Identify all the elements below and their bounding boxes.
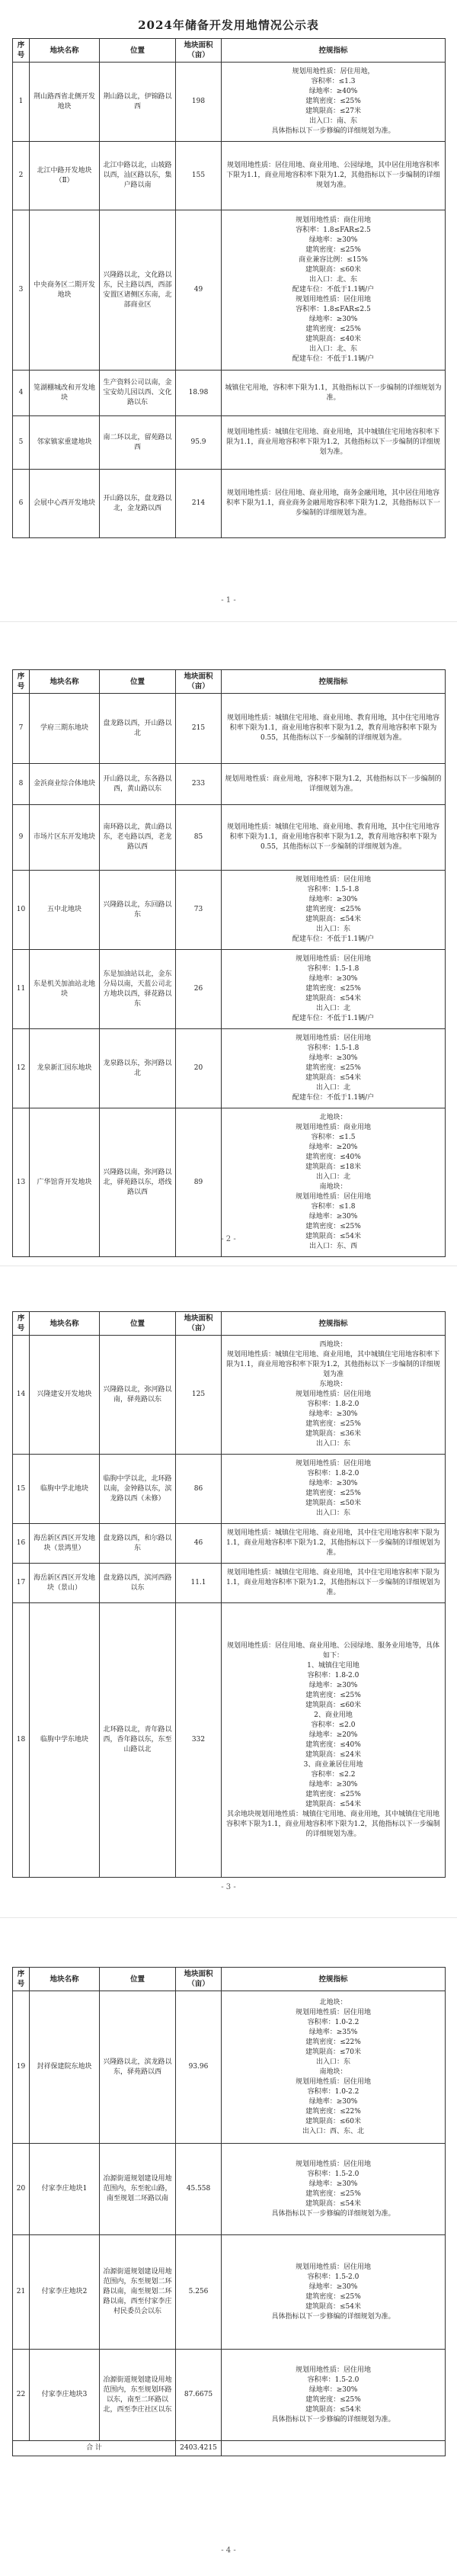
header-indicators: 控规指标	[222, 670, 446, 694]
table-row	[13, 416, 446, 470]
table-row	[13, 1336, 446, 1455]
row-index: 5	[13, 416, 30, 470]
row-name: 付家李庄地块1	[30, 2144, 100, 2235]
header-location: 位置	[100, 1312, 176, 1336]
page-number: - 3 -	[221, 1883, 236, 1891]
row-area: 332	[176, 1603, 222, 1878]
row-area: 46	[176, 1524, 222, 1564]
row-indicators: 规划用地性质：居住用地 容积率：1.8-2.0 绿地率：≥30% 建筑密度：≤25% 建筑限高：≤50米 出入口：东	[222, 1455, 446, 1524]
row-area: 26	[176, 950, 222, 1029]
row-location: 南环路以北，黄山路以东，老屯路以西，老龙路以西	[100, 805, 176, 871]
header-indicators: 控规指标	[222, 39, 446, 63]
total-label: 合 计	[13, 2441, 176, 2456]
row-indicators: 西地块： 规划用地性质：城镇住宅用地、商业用地，其中城镇住宅用地容积率下限为1.1，商业用地容积率下限为1.2，其他指标以下一步编制的详细规划为准 东地块： 规划用地性质：居住用地 容积率：1.8-2.0 绿地率：≥30% 建筑密度：≤25% 建筑限高：≤36米 出入口：东	[222, 1336, 446, 1455]
table-header-row	[13, 39, 446, 63]
header-area: 地块面积（亩）	[176, 1312, 222, 1336]
row-area: 155	[176, 142, 222, 210]
row-name: 付家李庄地块2	[30, 2235, 100, 2350]
header-indicators: 控规指标	[222, 1312, 446, 1336]
row-index: 16	[13, 1524, 30, 1564]
row-indicators: 规划用地性质：居住用地、商业用地、公园绿地、服务业用地等，具体如下： 1、城镇住宅用地 容积率：1.8-2.0 绿地率：≥30% 建筑密度：≤25% 建筑限高：≤60米 2、商业用地 容积率：≤2.0 绿地率：≥20% 建筑密度：≤40% 建筑限高：≤24米 3、商业兼居住用地 容积率：≤2.2 绿地率：≥30% 建筑密度：≤25% 建筑限高：≤54米 其余地块规划用地性质：城镇住宅用地、商业用地，其中城镇住宅用地容积率下限为1.1，商业用地容积率下限为1.2，其他指标以下一步编制的详细规划为准。	[222, 1603, 446, 1878]
row-location: 开山路以北，东各路以西，黄山路以东	[100, 764, 176, 805]
row-index: 14	[13, 1336, 30, 1455]
table-row	[13, 63, 446, 142]
table-row	[13, 764, 446, 805]
row-area: 85	[176, 805, 222, 871]
header-location: 位置	[100, 39, 176, 63]
header-area: 地块面积（亩）	[176, 39, 222, 63]
table-row	[13, 2350, 446, 2441]
table-header-row	[13, 670, 446, 694]
row-index: 6	[13, 470, 30, 538]
row-location: 兴隆路以北，文化路以东，民主路以西，西部安置区诸侧区东南，北部商业区	[100, 210, 176, 371]
row-name: 临朐中学东地块	[30, 1603, 100, 1878]
table-row	[13, 1564, 446, 1603]
header-area: 地块面积（亩）	[176, 1968, 222, 1991]
row-location: 开山路以东，盘龙路以北，金龙路以西	[100, 470, 176, 538]
table-row	[13, 1524, 446, 1564]
row-index: 4	[13, 371, 30, 416]
row-area: 198	[176, 63, 222, 142]
row-location: 盘龙路以西，和尔路以东	[100, 1524, 176, 1564]
row-index: 9	[13, 805, 30, 871]
row-indicators: 规划用地性质：居住用地， 容积率：≤1.3 绿地率：≥40% 建筑密度：≤25% 建筑限高：≤27米 出入口：南、东 具体指标以下一步修编的详细规划为准。	[222, 63, 446, 142]
row-area: 93.96	[176, 1991, 222, 2144]
row-index: 13	[13, 1108, 30, 1257]
header-location: 位置	[100, 1968, 176, 1991]
table-row	[13, 2235, 446, 2350]
row-name: 市场片区东开发地块	[30, 805, 100, 871]
row-area: 95.9	[176, 416, 222, 470]
page-divider	[0, 1917, 457, 1918]
row-index: 20	[13, 2144, 30, 2235]
row-location: 东是加油站以北，金东分局以南，天蓝公司北方地块以西，驿花路以东	[100, 950, 176, 1029]
header-indicators: 控规指标	[222, 1968, 446, 1991]
row-indicators: 规划用地性质：居住用地 容积率：1.5-1.8 绿地率：≥30% 建筑密度：≤25% 建筑限高：≤54米 出入口：东 配建车位：不低于1.1辆/户	[222, 871, 446, 950]
header-index: 序号	[13, 1968, 30, 1991]
row-indicators: 规划用地性质：居住用地 容积率：1.5-2.0 绿地率：≥30% 建筑密度：≤25% 建筑限高：≤54米 具体指标以下一步修编的详细规划为准。	[222, 2350, 446, 2441]
row-area: 215	[176, 694, 222, 764]
row-name: 荆山路西省北侧开发地块	[30, 63, 100, 142]
row-name: 封祥保建院东地块	[30, 1991, 100, 2144]
row-indicators: 规划用地性质：商住用地 容积率：1.8≤FAR≤2.5 绿地率：≥30% 建筑密度：≤25% 商业兼容比例：≤15% 建筑限高：≤60米 出入口：北、东 配建车位：不低于1.1辆/户 规划用地性质：居住用地 容积率：1.8≤FAR≤2.5 绿地率：≥30% 建筑密度：≤25% 建筑限高：≤40米 出入口：北、东 配建车位：不低于1.1辆/户	[222, 210, 446, 371]
header-area: 地块面积（亩）	[176, 670, 222, 694]
header-index: 序号	[13, 1312, 30, 1336]
row-location: 兴隆路以北，东回路以东	[100, 871, 176, 950]
row-indicators: 规划用地性质：城镇住宅用地、商业用地，其中住宅用地容积率下限为1.1，商业用地容积率下限为1.2，其他指标以下一步编制的详细规划为准。	[222, 1564, 446, 1603]
row-location: 冶源街道规划建设用地范围内，东至规划二环路以南，南至规划二环路以南，西至付家李庄村民委员会以东	[100, 2235, 176, 2350]
row-area: 214	[176, 470, 222, 538]
row-area: 18.98	[176, 371, 222, 416]
table-row	[13, 2144, 446, 2235]
table-row	[13, 950, 446, 1029]
row-location: 兴隆路以北，滨龙路以东，驿苑路以西	[100, 1991, 176, 2144]
page-number: - 2 -	[221, 1235, 236, 1243]
row-indicators: 规划用地性质：城镇住宅用地、商业用地，其中城镇住宅用地容积率下限为1.1，商业用地容积率下限为1.2，其他指标以下一步编制的详细规划为准。	[222, 416, 446, 470]
row-location: 南二环以北，留苑路以西	[100, 416, 176, 470]
row-indicators: 规划用地性质：居住用地 容积率：1.5-1.8 绿地率：≥30% 建筑密度：≤25% 建筑限高：≤54米 出入口：北 配建车位：不低于1.1辆/户	[222, 1029, 446, 1108]
row-name: 邻家镇家重建地块	[30, 416, 100, 470]
header-index: 序号	[13, 670, 30, 694]
page-number: - 1 -	[221, 596, 236, 605]
table-row	[13, 694, 446, 764]
row-name: 笕湖棚城改和开发地块	[30, 371, 100, 416]
row-index: 8	[13, 764, 30, 805]
table-row	[13, 1029, 446, 1108]
row-location: 盘龙路以西，开山路以北	[100, 694, 176, 764]
row-location: 临朐中学以北，北环路以南，金钟路以东，滨龙路以西（未修）	[100, 1455, 176, 1524]
table-row	[13, 470, 446, 538]
table-header-row	[13, 1312, 446, 1336]
table-row	[13, 210, 446, 371]
row-location: 冶源街道规划建设用地范围内，东至规划环路以东，南至二环路以北，西至李庄社区以东	[100, 2350, 176, 2441]
row-area: 49	[176, 210, 222, 371]
row-location: 盘龙路以西，滨河西路以东	[100, 1564, 176, 1603]
table-row	[13, 1603, 446, 1878]
row-indicators: 北地块： 规划用地性质：居住用地 容积率：1.0-2.2 绿地率：≥35% 建筑密度：≤22% 建筑限高：≤70米 出入口：东 南地块： 规划用地性质：居住用地 容积率：1.0-2.2 绿地率：≥30% 建筑密度：≤22% 建筑限高：≤60米 出入口：西、东、北	[222, 1991, 446, 2144]
row-index: 21	[13, 2235, 30, 2350]
row-index: 12	[13, 1029, 30, 1108]
table-row	[13, 871, 446, 950]
total-empty	[222, 2441, 446, 2456]
row-area: 73	[176, 871, 222, 950]
row-name: 临朐中学北地块	[30, 1455, 100, 1524]
land-table-page-1	[12, 38, 446, 538]
land-table-page-4	[12, 1967, 446, 2456]
document-title: 2024年储备开发用地情况公示表	[138, 18, 319, 32]
row-name: 海岳新区西区开发地块（景鸿里）	[30, 1524, 100, 1564]
row-name: 会展中心西开发地块	[30, 470, 100, 538]
row-index: 22	[13, 2350, 30, 2441]
page-divider	[0, 621, 457, 622]
row-indicators: 北地块： 规划用地性质：商业用地 容积率：≤1.5 绿地率：≥20% 建筑密度：≤40% 建筑限高：≤18米 出入口：北 南地块： 规划用地性质：居住用地 容积率：≤1.8 绿地率：≥30% 建筑密度：≤25% 建筑限高：≤54米 出入口：东、西	[222, 1108, 446, 1257]
row-area: 20	[176, 1029, 222, 1108]
row-location: 龙泉路以东，弥河路以北	[100, 1029, 176, 1108]
row-location: 兴隆路以北，弥河路以南，驿苑路以东	[100, 1336, 176, 1455]
row-name: 海岳新区西区开发地块（景山）	[30, 1564, 100, 1603]
row-index: 17	[13, 1564, 30, 1603]
row-location: 北江中路以北，山坡路以西，汕区路以东，集户路以南	[100, 142, 176, 210]
row-name: 兴隆建安开发地块	[30, 1336, 100, 1455]
row-area: 87.6675	[176, 2350, 222, 2441]
header-index: 序号	[13, 39, 30, 63]
total-row	[13, 2441, 446, 2456]
page-number: - 4 -	[221, 2546, 236, 2555]
row-indicators: 规划用地性质：居住用地 容积率：1.5-2.0 绿地率：≥30% 建筑密度：≤25% 建筑限高：≤54米 具体指标以下一步修编的详细规划为准。	[222, 2144, 446, 2235]
row-name: 东是机关加油站北地块	[30, 950, 100, 1029]
row-indicators: 规划用地性质：居住用地、商业用地、公园绿地，其中居住用地容积率下限为1.1，商业用地容积率下限为1.2，其他指标以下一步编制的详细规划为准。	[222, 142, 446, 210]
row-indicators: 城镇住宅用地，容积率下限为1.1，其他指标以下一步编制的详细规划为准。	[222, 371, 446, 416]
row-name: 龙泉新汇园东地块	[30, 1029, 100, 1108]
row-index: 18	[13, 1603, 30, 1878]
header-name: 地块名称	[30, 1968, 100, 1991]
row-area: 89	[176, 1108, 222, 1257]
row-index: 19	[13, 1991, 30, 2144]
row-index: 2	[13, 142, 30, 210]
row-indicators: 规划用地性质：城镇住宅用地、商业用地、教育用地，其中住宅用地容积率下限为1.1，商业用地容积率下限为1.2，教育用地容积率下限为0.55，其他指标以下一步编制的详细规划为准。	[222, 694, 446, 764]
header-location: 位置	[100, 670, 176, 694]
row-location: 生产资料公司以南，金宝安幼儿园以西、文化路以东	[100, 371, 176, 416]
row-index: 11	[13, 950, 30, 1029]
row-name: 中央商务区二期开发地块	[30, 210, 100, 371]
row-index: 1	[13, 63, 30, 142]
table-row	[13, 805, 446, 871]
row-indicators: 规划用地性质：居住用地、商业用地，商务金融用地，其中居住用地容积率下限为1.1，商业商务金融用地容积率下限为1.2，其他指标以下一步编制的详细规划为准。	[222, 470, 446, 538]
row-name: 金浜商业综合体地块	[30, 764, 100, 805]
row-location: 兴隆路以南，弥河路以北，驿苑路以东，塔线路以西	[100, 1108, 176, 1257]
row-location: 冶源街道规划建设用地范围内，东至驼山路，南至规划二环路以南	[100, 2144, 176, 2235]
row-area: 86	[176, 1455, 222, 1524]
table-row	[13, 371, 446, 416]
row-location: 荆山路以北，伊锦路以西	[100, 63, 176, 142]
land-table-page-2	[12, 669, 446, 1257]
row-name: 付家李庄地块3	[30, 2350, 100, 2441]
header-name: 地块名称	[30, 670, 100, 694]
row-location: 北环路以北，青年路以西，香年路以东，东至山路以北	[100, 1603, 176, 1878]
table-row	[13, 1991, 446, 2144]
row-index: 10	[13, 871, 30, 950]
total-area: 2403.4215	[176, 2441, 222, 2456]
row-area: 5.256	[176, 2235, 222, 2350]
row-area: 233	[176, 764, 222, 805]
row-area: 125	[176, 1336, 222, 1455]
row-index: 3	[13, 210, 30, 371]
row-name: 五中北地块	[30, 871, 100, 950]
row-name: 北江中路开发地块（Ⅱ）	[30, 142, 100, 210]
row-index: 7	[13, 694, 30, 764]
row-area: 11.1	[176, 1564, 222, 1603]
row-name: 学府三期东地块	[30, 694, 100, 764]
header-name: 地块名称	[30, 39, 100, 63]
row-indicators: 规划用地性质：居住用地 容积率：1.5-1.8 绿地率：≥30% 建筑密度：≤25% 建筑限高：≤54米 出入口：北 配建车位：不低于1.1辆/户	[222, 950, 446, 1029]
table-row	[13, 1455, 446, 1524]
row-indicators: 规划用地性质：商业用地，容积率下限为1.2，其他指标以下一步编制的详细规划为准。	[222, 764, 446, 805]
table-row	[13, 142, 446, 210]
row-indicators: 规划用地性质：城镇住宅用地、商业用地，其中住宅用地容积率下限为1.1，商业用地容积率下限为1.2，其他指标以下一步编制的详细规划为准。	[222, 1524, 446, 1564]
row-indicators: 规划用地性质：居住用地 容积率：1.5-2.0 绿地率：≥30% 建筑密度：≤25% 建筑限高：≤54米 具体指标以下一步修编的详细规划为准。	[222, 2235, 446, 2350]
header-name: 地块名称	[30, 1312, 100, 1336]
row-name: 广华馆背开发地块	[30, 1108, 100, 1257]
row-area: 45.558	[176, 2144, 222, 2235]
row-indicators: 规划用地性质：城镇住宅用地、商业用地、教育用地，其中住宅用地容积率下限为1.1，商业用地容积率下限为1.2，教育用地容积率下限为0.55，其他指标以下一步编制的详细规划为准。	[222, 805, 446, 871]
table-header-row	[13, 1968, 446, 1991]
row-index: 15	[13, 1455, 30, 1524]
land-table-page-3	[12, 1311, 446, 1878]
